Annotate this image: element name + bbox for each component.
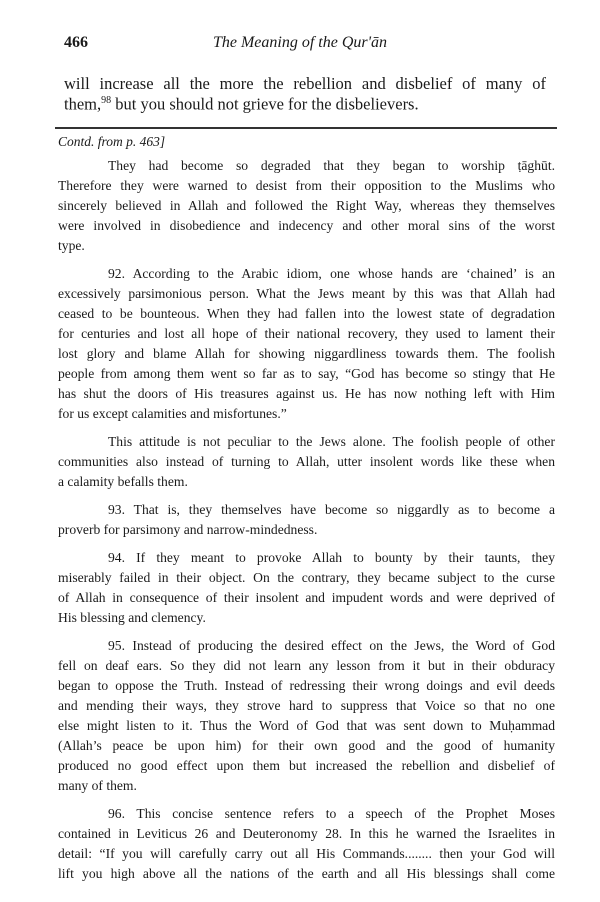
footnote-line: were involved in disobedience and indecency and other moral sins of the worst <box>58 218 555 233</box>
footnote-line: 96. This concise sentence refers to a speech of the Prophet Moses <box>108 806 555 821</box>
footnote-line: has shut the doors of His treasures against us. He has now nothing left with Him <box>58 386 555 401</box>
footnote-line: contained in Leviticus 26 and Deuteronomy 28. In this he warned the Israelites in <box>58 826 555 841</box>
footnote-paragraph <box>58 548 555 628</box>
footnote-line: miserably failed in their object. On the contrary, they became subject to the curse <box>58 570 555 585</box>
footnote-line: lost glory and blame Allah for showing niggardliness towards them. The foolish <box>58 346 555 361</box>
verse-text <box>64 72 546 113</box>
footnote-line: fell on deaf ears. So they did not learn any lesson from it but in their obduracy <box>58 658 555 673</box>
footnote-line: produced no good effect upon them but increased the rebellion and disbelief of <box>58 758 555 773</box>
footnote-paragraph <box>58 156 555 256</box>
footnote-line: sincerely believed in Allah and followed the Right Way, whereas they themselves <box>58 198 555 213</box>
verse-text-fragment: them, <box>64 94 102 113</box>
footnotes <box>58 156 555 892</box>
footnote-line: They had become so degraded that they began to worship ṭāghūt. <box>108 158 555 173</box>
footnote-line: else might listen to it. Thus the Word of God that was sent down to Muḥammad <box>58 718 555 733</box>
page-number: 466 <box>64 34 88 51</box>
footnote-line: ceased to be bounteous. When they had fallen into the lowest state of degradation <box>58 306 555 321</box>
footnote-line: communities also instead of turning to Allah, utter insolent words like these when <box>58 454 555 469</box>
footnote-line: Therefore they were warned to desist from their opposition to the Muslims who <box>58 178 555 193</box>
footnote-line: a calamity befalls them. <box>58 474 188 489</box>
divider-rule <box>55 127 557 129</box>
footnote-line: excessively parsimonious person. What the Jews meant by this was that Allah had <box>58 286 555 301</box>
footnote-line: 94. If they meant to provoke Allah to bounty by their taunts, they <box>108 550 555 565</box>
footnote-line: of Allah in consequence of their insolent and impudent words and were deprived of <box>58 590 555 605</box>
continued-label: Contd. from p. 463] <box>58 134 166 149</box>
verse-text-fragment: but you should not grieve for the disbelievers. <box>111 94 419 113</box>
footnote-line: for centuries and lost all hope of their national recovery, they used to lament their <box>58 326 555 341</box>
footnote-line: and mending their ways, they strove hard to suppress that Voice so that no one <box>58 698 555 713</box>
footnote-paragraph <box>58 432 555 492</box>
footnote-line: detail: “If you will carefully carry out all His Commands........ then your God will <box>58 846 555 861</box>
footnote-line: 95. Instead of producing the desired effect on the Jews, the Word of God <box>108 638 555 653</box>
verse-line: will increase all the more the rebellion and disbelief of many of <box>64 74 546 93</box>
footnote-line: type. <box>58 238 85 253</box>
footnote-line: people from among them went so far as to say, “God has become so stingy that He <box>58 366 555 381</box>
footnote-line: 93. That is, they themselves have become so niggardly as to become a <box>108 502 555 517</box>
footnote-line: His blessing and clemency. <box>58 610 206 625</box>
footnote-paragraph <box>58 500 555 540</box>
footnote-line: 92. According to the Arabic idiom, one whose hands are ‘chained’ is an <box>108 266 555 281</box>
footnote-paragraph <box>58 636 555 796</box>
footnote-line: proverb for parsimony and narrow-mindedness. <box>58 522 318 537</box>
footnote-line: This attitude is not peculiar to the Jews alone. The foolish people of other <box>108 434 555 449</box>
running-title: The Meaning of the Qur'ān <box>212 34 388 51</box>
footnote-paragraph <box>58 264 555 424</box>
footnote-paragraph <box>58 804 555 884</box>
footnote-line: (Allah’s peace be upon him) for their own good and the good of humanity <box>58 738 555 753</box>
footnote-line: began to oppose the Truth. Instead of redressing their wrong doings and evil deeds <box>58 678 555 693</box>
footnote-line: lift you high above all the nations of the earth and all His blessings shall come <box>58 866 555 881</box>
footnote-line: for us except calamities and misfortunes.” <box>58 406 287 421</box>
footnote-reference: 98 <box>101 94 112 106</box>
footnote-line: many of them. <box>58 778 137 793</box>
